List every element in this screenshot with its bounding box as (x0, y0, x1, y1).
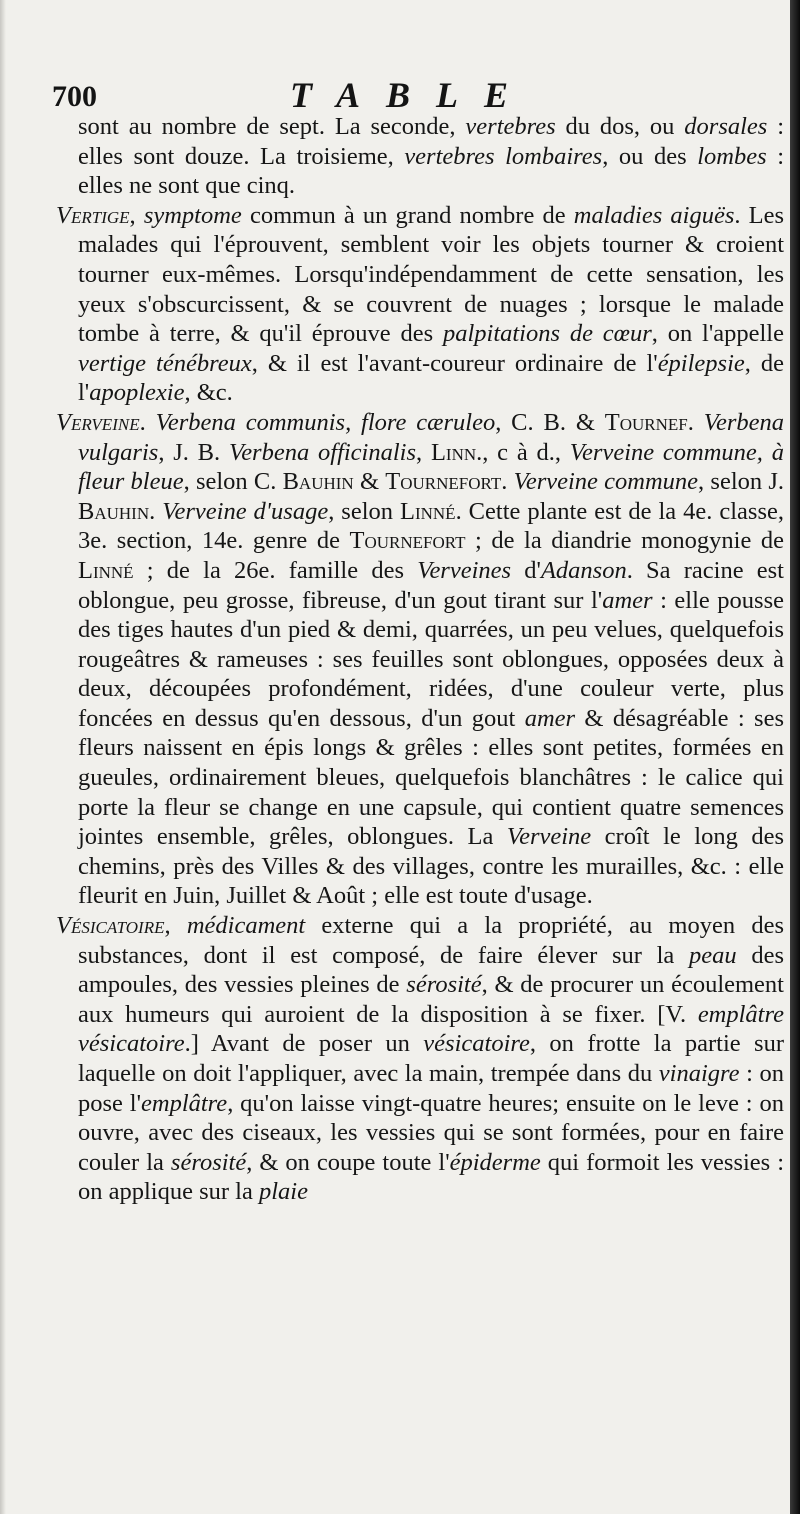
text-run: ; de la diandrie monogynie de (465, 527, 784, 555)
text-run: , & il est l'avant-coureur ordinaire de l' (251, 349, 658, 377)
italic-term: amer (602, 586, 653, 614)
text-run: , C. B. & (495, 408, 605, 436)
text-run: , selon J. (698, 468, 785, 496)
text-run: . Cette plante est de la 4e. classe, 3e. section, 14e. genre de (78, 497, 784, 555)
italic-term: Verveine commune (513, 468, 699, 496)
text-run: commun à un grand nombre de (241, 201, 574, 229)
small-caps-name: Tournefort (349, 527, 466, 555)
small-caps-name: Bauhin (78, 497, 150, 525)
text-run: . Sa racine est oblongue, peu grosse, fibreuse, d'un gout tirant sur l' (78, 556, 784, 614)
text-run: , selon (328, 497, 400, 525)
italic-term: palpitations de cœur (442, 320, 652, 348)
text-run: . (501, 468, 514, 496)
text-run: , ou des (602, 142, 698, 170)
text-run: , on l'appelle (651, 320, 784, 348)
running-title: TABLE (289, 75, 535, 115)
italic-term: amer (524, 704, 576, 732)
italic-term: dorsales (684, 113, 768, 140)
text-run: des ampoules, des vessies pleines de (78, 941, 784, 999)
italic-term: vésicatoire (423, 1030, 530, 1058)
text-run: , & de procurer un écoulement aux humeurs qui auroient de la disposition à se fixer. [V. (78, 971, 784, 1028)
italic-term: Verbena communis, flore cæruleo (155, 408, 496, 436)
italic-term: vertige ténébreux (78, 349, 252, 377)
text-run: du dos, ou (555, 113, 685, 140)
text-run: , & on coupe toute l' (246, 1148, 450, 1176)
text-run: , de l' (78, 349, 785, 407)
small-caps-name: Linné (400, 497, 456, 525)
text-run: , (129, 201, 144, 229)
text-run: & désagréable : ses fleurs naissent en épis longs & grêles : elles sont petites, formées en gueules, ordinairement bleues, quelquefois blanchâtres : le calice qui porte la fleur se change en une capsule, qui contient quatre semences jointes ensemble, grêles, oblongues. La (78, 704, 784, 851)
text-run: , on frotte la partie sur laquelle on doit l'appliquer, avec la main, trempée dans du (78, 1030, 784, 1087)
text-run: ; de la 26e. famille des (133, 556, 418, 584)
text-run: . (687, 408, 704, 436)
text-run: , qu'on laisse vingt-quatre heures; ensuite on le leve : on ouvre, avec des ciseaux, les vessies qui se sont formées, pour en faire couler la (78, 1089, 784, 1176)
text-run: externe qui a la propriété, au moyen des substances, dont il est composé, de faire élever sur la (78, 912, 784, 969)
text-run: , J. B. (158, 438, 229, 466)
page-edge-dark (790, 0, 800, 1514)
headword: Verveine (56, 408, 140, 436)
entry-verveine (56, 408, 784, 911)
italic-term: Verveine d'usage (162, 497, 329, 525)
italic-term: lombes (697, 142, 767, 170)
text-run: qui formoit les vessies : on applique sur la (78, 1148, 785, 1206)
italic-term: emplâtre (141, 1089, 228, 1117)
text-run: , selon C. (183, 468, 283, 496)
text-run: , (164, 912, 187, 940)
italic-term: emplâtre vésicatoire (78, 1000, 784, 1058)
italic-term: sérosité (406, 971, 482, 999)
text-run: croît le long des chemins, près des Villes & des villages, contre les murailles, &c. : elle fleurit en Juin, Juillet & Août ; elle est toute d'usage. (78, 823, 785, 910)
text-run: , &c. (184, 379, 233, 407)
entry-vertebres-continuation (56, 112, 784, 201)
entry-vesicatoire (56, 911, 784, 1207)
italic-term: épiderme (449, 1148, 541, 1176)
italic-term: apoplexie (89, 379, 185, 407)
text-run: : elles sont douze. La troisieme, (78, 113, 784, 170)
small-caps-name: Linn (430, 438, 477, 466)
text-run: : elle pousse des tiges hautes d'un pied & demi, quarrées, un peu velues, quelquefois rougeâtres & rameuses : ses feuilles sont oblongues, opposées deux à deux, découpées profondément, ridées, d'une couleur verte, plus foncées en dessus qu'en dessous, d'un gout (78, 586, 784, 732)
small-caps-name: Tournefort (385, 468, 502, 496)
text-run: : elles ne sont que cinq. (78, 142, 784, 200)
italic-term: Verveine (506, 823, 592, 851)
text-run: . Les malades qui l'éprouvent, semblent voir les objets tourner & croient tourner eux-mêmes. Lorsqu'indépendamment de cette sensation, les yeux s'obscurcissent, & se couvrent de nuages ; lorsque le malade tombe à terre, & qu'il éprouve des (78, 201, 785, 348)
headword: Vésicatoire (56, 912, 165, 940)
text-run: & (353, 468, 386, 496)
small-caps-name: Linné (78, 556, 134, 584)
dictionary-text-body (56, 112, 784, 1207)
small-caps-name: Bauhin (282, 468, 354, 496)
page-gutter-shadow (0, 0, 6, 1514)
headword: Vertige (56, 201, 130, 229)
text-run: d' (511, 556, 541, 584)
italic-term: Verveine commune, à fleur bleue (78, 438, 784, 496)
italic-term: symptome (143, 201, 242, 229)
italic-term: épilepsie (657, 349, 745, 377)
italic-term: vertebres lombaires (404, 142, 603, 170)
italic-term: vinaigre (658, 1060, 740, 1087)
italic-term: Verbena vulgaris (78, 408, 784, 466)
text-run: .] Avant de poser un (184, 1030, 424, 1058)
italic-term: peau (689, 941, 737, 969)
italic-term: médicament (186, 912, 306, 940)
text-run: : on pose l' (78, 1060, 785, 1117)
italic-term: vertebres (465, 113, 556, 140)
italic-term: plaie (259, 1178, 308, 1206)
small-caps-name: Tournef (604, 408, 688, 436)
text-run: . (139, 408, 156, 436)
italic-term: Adanson (540, 556, 627, 584)
italic-term: maladies aiguës (573, 201, 735, 229)
italic-term: Verveines (417, 556, 512, 584)
text-run: ., c à d., (476, 438, 570, 466)
italic-term: Verbena officinalis (228, 438, 417, 466)
entry-vertige (56, 201, 784, 408)
text-run: sont au nombre de sept. La seconde, (78, 113, 466, 140)
italic-term: sérosité (170, 1148, 247, 1176)
page-number: 700 (52, 80, 97, 113)
text-run: . (149, 497, 163, 525)
text-run: , (416, 438, 431, 466)
